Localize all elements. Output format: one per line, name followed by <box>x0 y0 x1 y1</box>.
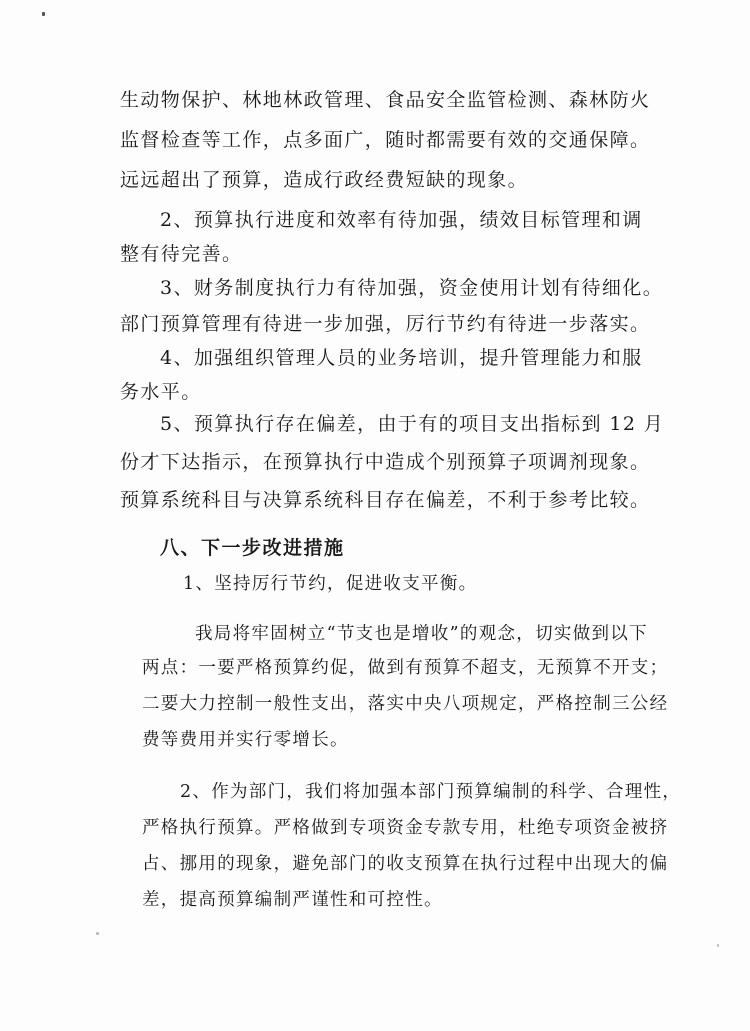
scan-speck <box>717 944 719 947</box>
list-item-3-line: 3、财务制度执行力有待加强，资金使用计划有待细化。 <box>160 277 664 299</box>
list-item-2-line: 2、作为部门，我们将加强本部门预算编制的科学、合理性， <box>180 782 682 802</box>
section-heading: 八、下一步改进措施 <box>160 537 345 559</box>
paragraph-line: 两点：一要严格预算约促，做到有预算不超支，无预算不开支； <box>142 658 669 678</box>
list-item-3-line: 部门预算管理有待进一步加强，厉行节约有待进一步落实。 <box>120 313 651 335</box>
scan-speck <box>42 12 45 16</box>
list-item-2-line: 严格执行预算。严格做到专项资金专款专用，杜绝专项资金被挤 <box>142 818 669 838</box>
paragraph-line: 二要大力控制一般性支出，落实中央八项规定，严格控制三公经 <box>142 694 669 714</box>
paragraph-line: 远远超出了预算，造成行政经费短缺的现象。 <box>120 169 529 191</box>
list-item-5-line: 5、预算执行存在偏差，由于有的项目支出指标到 12 月 <box>160 413 665 435</box>
list-item-4-line: 务水平。 <box>120 381 202 403</box>
paragraph-line: 监督检查等工作，点多面广，随时都需要有效的交通保障。 <box>120 129 651 151</box>
list-item-2-line: 差，提高预算编制严谨性和可控性。 <box>142 890 443 910</box>
list-item-5-line: 预算系统科目与决算系统科目存在偏差，不利于参考比较。 <box>120 489 651 511</box>
paragraph-line: 费等费用并实行零增长。 <box>142 730 349 750</box>
paragraph-line: 我局将牢固树立“节支也是增收”的观念，切实做到以下 <box>195 624 648 644</box>
list-item-2-line: 2、预算执行进度和效率有待加强，绩效目标管理和调 <box>160 209 643 231</box>
list-item-1-title: 1、坚持厉行节约，促进收支平衡。 <box>183 574 478 594</box>
list-item-5-line: 份才下达指示，在预算执行中造成个别预算子项调剂现象。 <box>120 451 651 473</box>
list-item-2-line: 整有待完善。 <box>120 243 243 265</box>
paragraph-line: 生动物保护、林地林政管理、食品安全监管检测、森林防火 <box>120 89 651 111</box>
scan-speck <box>96 932 99 935</box>
list-item-2-line: 占、挪用的现象，避免部门的收支预算在执行过程中出现大的偏 <box>142 854 669 874</box>
list-item-4-line: 4、加强组织管理人员的业务培训，提升管理能力和服 <box>160 347 643 369</box>
